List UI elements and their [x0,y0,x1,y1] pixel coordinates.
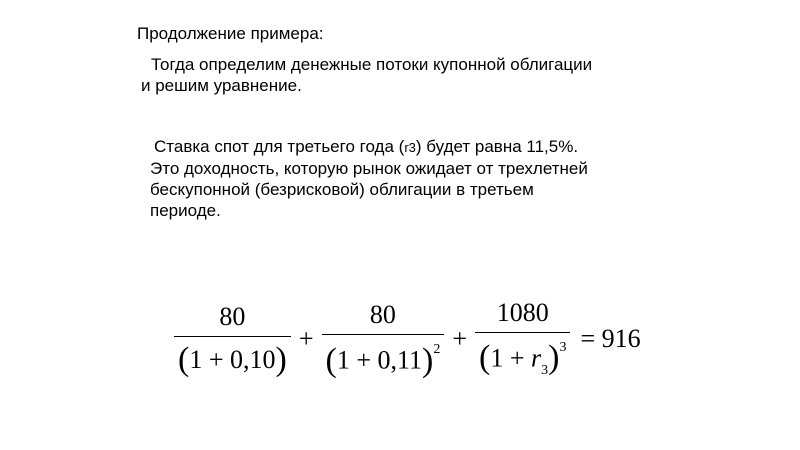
paragraph1-line2: и решим уравнение. [141,76,302,95]
fraction-1-numerator: 80 [219,301,246,331]
fraction-2-numerator: 80 [369,300,396,330]
fraction-3-denominator [475,333,570,381]
equals-sign: = [580,324,596,353]
fraction-2-denominator [322,335,445,378]
equation-rhs [580,324,640,354]
paren-open: ( [325,341,337,379]
paragraph1-line1: Тогда определим денежные потоки купонной облигации [151,55,593,74]
fraction-3-den-variable: r [531,343,542,373]
paren-open: ( [479,339,491,377]
fraction-1-denominator [174,337,291,377]
equation-fraction-3 [475,298,570,381]
paragraph2-line3: бескупонной (безрисковой) облигации в третьем [150,180,534,199]
fraction-3-den-body: 1 + [490,343,532,373]
fraction-2-exponent: 2 [433,342,441,358]
fraction-3-exponent: 3 [559,339,567,355]
paragraph2-line1-before: Ставка спот для третьего года ( [154,137,405,156]
spot-rate-var-index: 3 [408,140,416,155]
paragraph2-line2: Это доходность, которую рынок ожидает от трехлетней [150,159,588,178]
paren-close: ) [548,339,560,377]
equation-result: 916 [601,324,641,353]
paragraph2-line4: периоде. [150,201,221,220]
paragraph-spot-rate [150,136,710,221]
paren-close: ) [275,340,287,378]
fraction-3-numerator: 1080 [496,297,549,327]
paren-open: ( [178,340,190,378]
slide-heading: Продолжение примера: [137,24,324,43]
fraction-3-den-subscript: 3 [541,363,549,379]
equation-fraction-1 [174,302,291,377]
paragraph2-line1-after: ) будет равна 11,5%. [415,137,579,156]
spot-rate-variable [404,140,416,155]
plus-sign-2: + [452,324,468,353]
paragraph2-line1 [150,136,710,158]
plus-sign-1: + [298,324,314,353]
paragraph-cash-flows [137,54,697,96]
pricing-equation [172,294,641,384]
equation-fraction-2 [322,300,445,378]
spot-rate-var-letter: r [404,140,409,155]
fraction-2-den-body: 1 + 0,11 [336,345,423,375]
fraction-1-den-body: 1 + 0,10 [189,344,276,374]
paren-close: ) [422,341,434,379]
